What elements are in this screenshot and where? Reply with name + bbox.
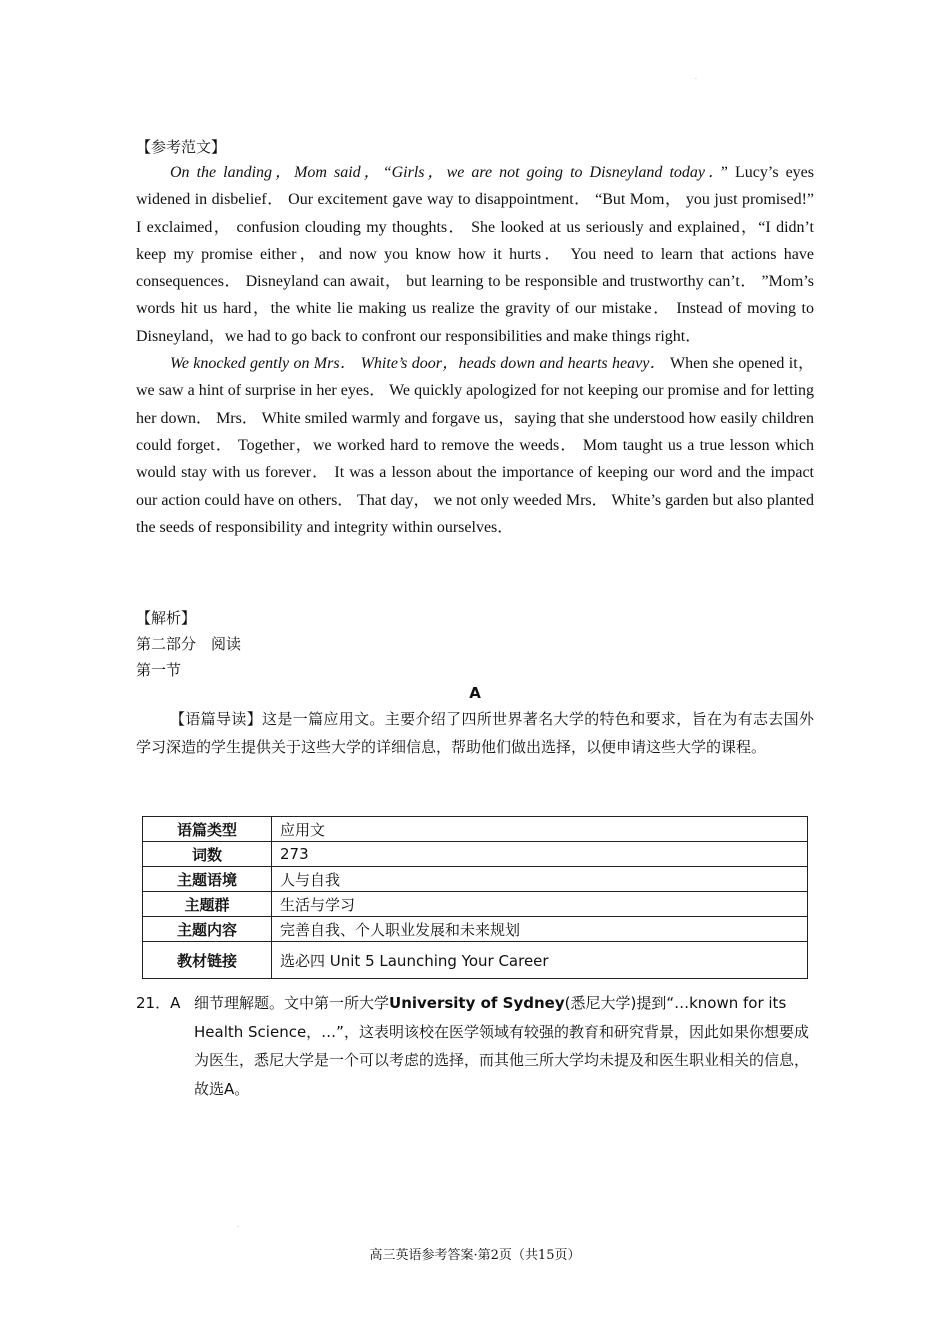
table-value: 生活与学习 <box>272 892 808 917</box>
essay-p2-rest: When she opened it，we saw a hint of surprise in her eyes． We quickly apologized for not keeping our promise and for letting her down． Mrs． White smiled warmly and forgave us，saying that she understood how easily children could forget． Together，we worked hard to remove the weeds． Mom taught us a true lesson which would stay with us forever． It was a lesson about the importance of keeping our word and the impact our action could have on others． That day， we not only weeded Mrs． White’s garden but also planted the seeds of responsibility and integrity within ourselves． <box>136 355 814 536</box>
scan-dot-bottom: . <box>237 1222 239 1229</box>
page-footer: 高三英语参考答案·第2页（共15页） <box>369 1248 581 1263</box>
answer-21 <box>136 989 816 1103</box>
table-row <box>143 892 808 917</box>
table-value: 选必四 Unit 5 Launching Your Career <box>272 942 808 979</box>
essay-paragraph-2 <box>136 350 814 541</box>
essay-p1-lead: On the landing，Mom said，“Girls，we are not going to Disneyland today．” <box>170 164 728 181</box>
table-key: 主题群 <box>143 892 272 917</box>
table-value: 273 <box>272 842 808 867</box>
answer-explanation <box>194 989 816 1103</box>
table-row <box>143 917 808 942</box>
answer-part1: 细节理解题。文中第一所大学 <box>194 994 390 1012</box>
table-key: 教材链接 <box>143 942 272 979</box>
table-key: 语篇类型 <box>143 817 272 842</box>
essay-p1-rest: Lucy’s eyes widened in disbelief． Our excitement gave way to disappointment． “But Mom， you just promised!” I exclaimed， confusion clouding my thoughts． She looked at us seriously and explained，“I didn’t keep my promise either，and now you know how it hurts． You need to learn that actions have consequences． Disneyland can await， but learning to be responsible and trustworthy can’t． ”Mom’s words hit us hard，the white lie making us realize the gravity of our mistake． Instead of moving to Disneyland，we had to go back to confront our responsibilities and make things right． <box>136 164 814 345</box>
passage-guide <box>136 706 814 761</box>
table-key: 主题内容 <box>143 917 272 942</box>
table-value: 应用文 <box>272 817 808 842</box>
table-row <box>143 867 808 892</box>
table-row <box>143 817 808 842</box>
guide-text: 【语篇导读】这是一篇应用文。主要介绍了四所世界著名大学的特色和要求，旨在为有志去国外学习深造的学生提供关于这些大学的详细信息，帮助他们做出选择，以便申请这些大学的课程。 <box>136 710 814 756</box>
passage-info-table <box>142 816 808 979</box>
passage-letter: A <box>469 684 481 702</box>
section-heading: 第一节 <box>136 661 182 679</box>
answer-number: 21．A <box>136 994 181 1012</box>
essay-p2-lead: We knocked gently on Mrs． White’s door，heads down and hearts heavy． <box>170 355 666 373</box>
scan-dot-top: . <box>695 74 697 81</box>
analysis-heading: 【解析】 <box>136 609 197 627</box>
essay-paragraph-1 <box>136 159 814 350</box>
table-value: 完善自我、个人职业发展和未来规划 <box>272 917 808 942</box>
table-key: 词数 <box>143 842 272 867</box>
answer-part2: (悉尼大学)提到“…known for its Health Science，…”，这表明该校在医学领域有较强的教育和研究背景，因此如果你想要成为医生，悉尼大学是一个可以考虑的选择，而其他三所大学均未提及和医生职业相关的信息，故选A。 <box>194 994 810 1098</box>
table-row <box>143 842 808 867</box>
table-key: 主题语境 <box>143 867 272 892</box>
table-value: 人与自我 <box>272 867 808 892</box>
part-heading: 第二部分 阅读 <box>136 635 242 653</box>
table-row <box>143 942 808 979</box>
reference-essay <box>136 159 814 541</box>
university-name: University of Sydney <box>389 994 565 1012</box>
reference-heading: 【参考范文】 <box>136 138 227 156</box>
